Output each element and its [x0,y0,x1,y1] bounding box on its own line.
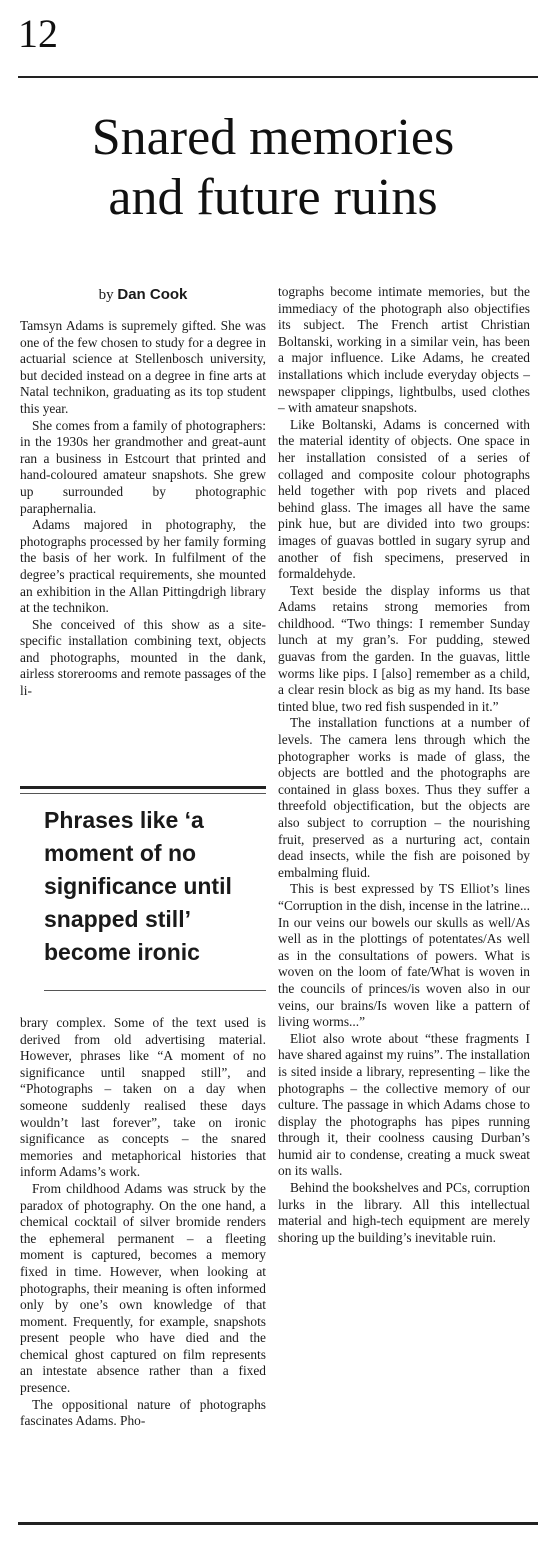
paragraph: She comes from a family of photographers: in the 1930s her grandmother and great-aunt ran a business in Estcourt that printed and hand-coloured amateur snapshots. She grew up surrounded by photographic paraphernalia. [20,417,266,516]
pull-quote: Phrases like ‘a moment of no significance until snapped still’ become ironic [44,807,232,965]
headline-line-2: and future ruins [108,169,438,226]
byline-by: by [98,287,114,303]
paragraph: The oppositional nature of photographs fascinates Adams. Pho- [20,1396,266,1429]
pull-quote-rule-top-thin [20,793,266,794]
byline-author: Dan Cook [117,286,188,303]
paragraph: Like Boltanski, Adams is concerned with the material identity of objects. One space in her installation consisted of a series of collaged and composite colour photographs held together with pop rivets and placed behind glass. The images all have the same pink hue, but are divided into two groups: images of guavas bottled in sugary syrup and another of fish specimens, preserved in formaldehyde. [278,416,530,582]
paragraph: Eliot also wrote about “these fragments I have shared against my ruins”. The installation is sited inside a library, representing – like the photographs – the collective memory of our culture. The passage in which Adams chose to display the photographs has pipes running through it, their coolness causing Durban’s humid air to condense, creating a muck sweat on its walls. [278,1030,530,1179]
headline [18,108,528,228]
page-number: 12 [18,11,58,56]
paragraph: Text beside the display informs us that Adams retains strong memories from childhood. “Two things: I remember Sunday lunch at my gran’s. For pudding, stewed guavas from the garden. In the guavas, little worms like pips. I [also] remember as a child, a clear resin block as big as my hand. Its base tinted blue, two red fish suspended in it.” [278,582,530,714]
paragraph: From childhood Adams was struck by the paradox of photography. On the one hand, a chemical cocktail of silver bromide renders the ephemeral permanent – a fleeting moment is captured, becomes a memory fixed in time. However, when looking at photographs, their meaning is often informed only by one’s own knowledge of that moment. Frequently, for example, snapshots present people who have died and the chemical ghost captured on film represents an intestate absence rather than a fixed presence. [20,1180,266,1396]
article-column-right [278,284,530,1246]
top-divider [18,76,538,78]
paragraph: Adams majored in photography, the photographs processed by her family forming the basis of her work. In fulfilment of the degree’s practical requirements, she mounted an exhibition in the Allan Pittingdrigh library at the technikon. [20,517,266,616]
headline-line-1: Snared memories [91,109,455,166]
paragraph: brary complex. Some of the text used is derived from old advertising material. However, phrases like “A moment of no significance until snapped still”, and “Photographs – taken on a day when someone suddenly realised these days wouldn’t last forever”, take on ironic significance as concepts – the snared memories and metaphorical histories that inform Adams’s work. [20,1015,266,1180]
article-column-left-bottom [20,1015,266,1430]
paragraph: Behind the bookshelves and PCs, corruption lurks in the library. All this intellectual material and high-tech equipment are merely shoring up the building’s inevitable ruin. [278,1180,530,1245]
pull-quote-rule-bottom [44,990,266,991]
article-column-left-top [20,318,266,700]
bottom-divider [18,1522,538,1525]
paragraph: She conceived of this show as a site-specific installation combining text, objects and photographs, mounted in the dank, airless storerooms and remote passages of the li- [20,616,266,699]
pull-quote-rule-top [20,786,266,789]
paragraph: The installation functions at a number of levels. The camera lens through which the photographer works is made of glass, the objects are bottled and the photographs are contained in glass boxes. Thus they suffer a threefold objectification, but the objects are also subject to corruption – the nourishing fruit, preserved as a nurturing act, contain dead insects, while the fish are poisoned by embalming fluid. [278,715,530,880]
byline [20,286,266,304]
paragraph: tographs become intimate memories, but the immediacy of the photograph also objectifies its subject. The French artist Christian Boltanski, working in a similar vein, has been a major influence. Like Adams, he created installations which include everyday objects – newspaper clippings, lightbulbs, used clothes – with amateur snapshots. [278,284,530,416]
paragraph: This is best expressed by TS Elliot’s lines “Corruption in the dish, incense in the latrine... In our veins our bowels our skulls as well/As well as in the plottings of potentates/As well as in the consultations of powers. What is woven on the loom of fate/What is woven in the councils of princes/is woven also in our veins, our brains/Is woven like a pattern of living worms...” [278,881,530,1030]
paragraph: Tamsyn Adams is supremely gifted. She was one of the few chosen to study for a degree in actuarial science at Stellenbosch university, but decided instead on a degree in fine arts at Natal technikon, graduating as its top student this year. [20,318,266,416]
